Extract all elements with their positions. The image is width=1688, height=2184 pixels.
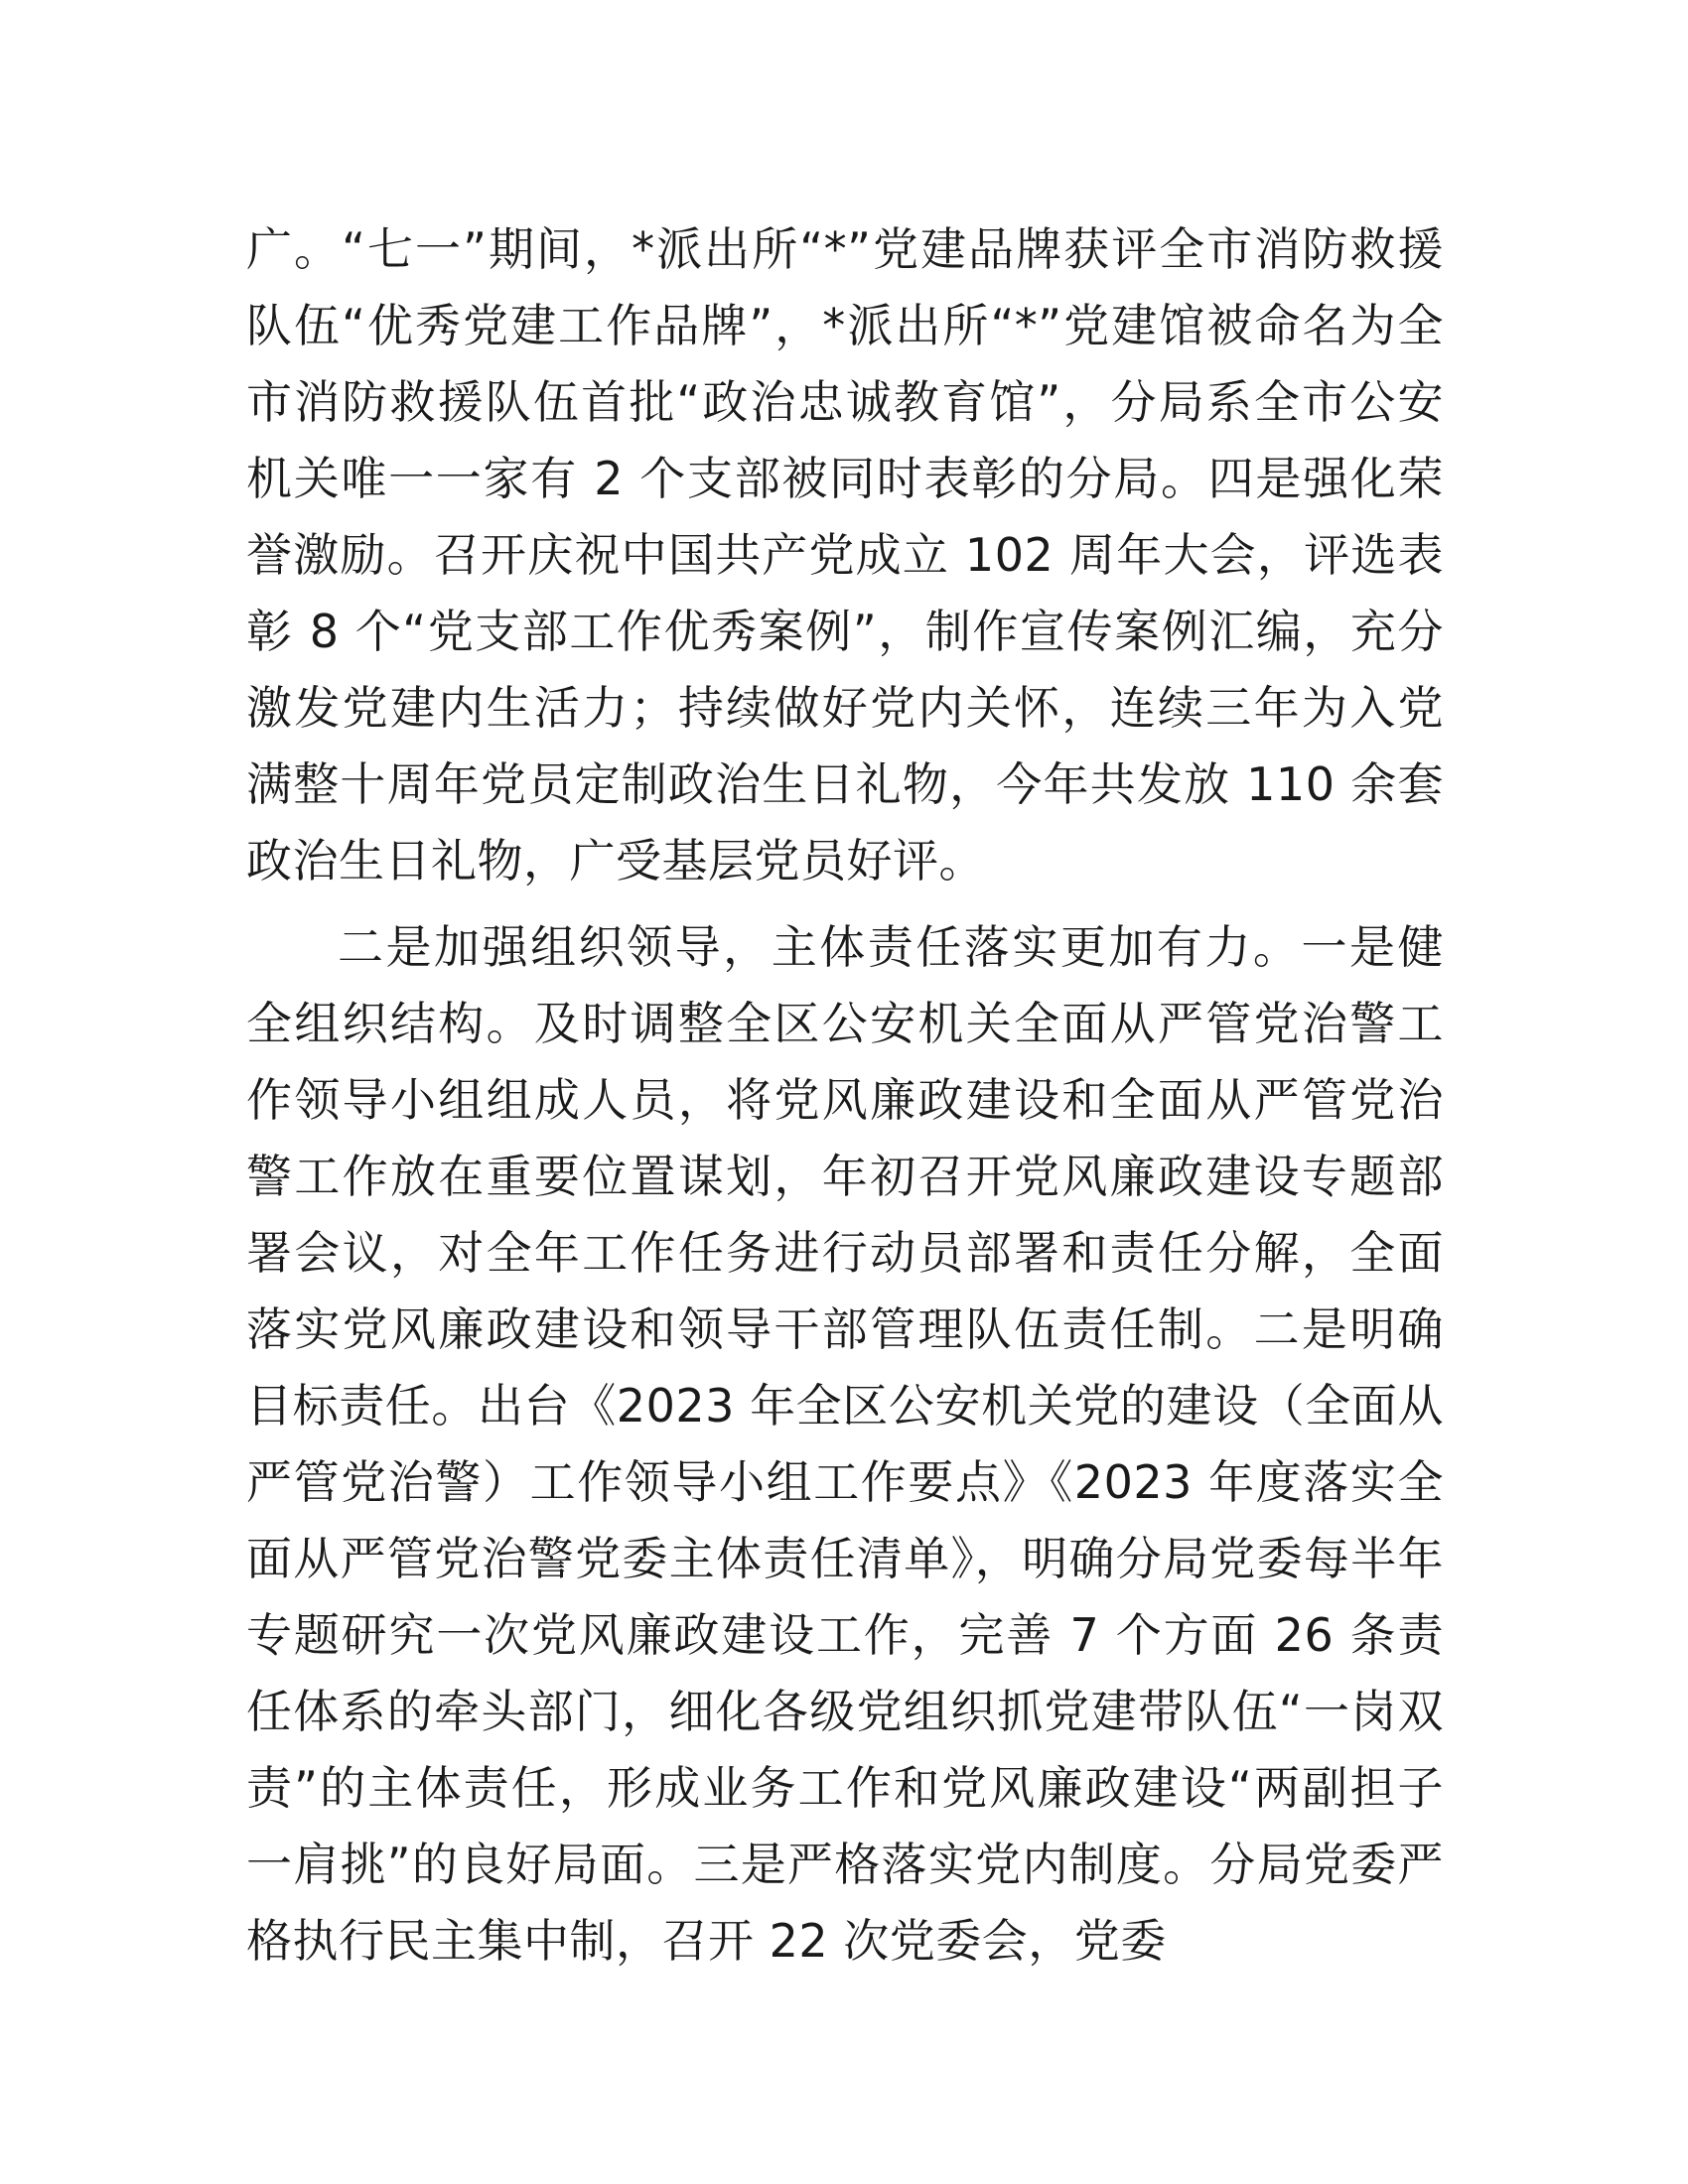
document-body [246, 211, 1444, 1979]
paragraph-continuation: 广。“七一”期间，*派出所“*”党建品牌获评全市消防救援队伍“优秀党建工作品牌”，*派出所“*”党建馆被命名为全市消防救援队伍首批“政治忠诚教育馆”，分局系全市公安机关唯一一家有 2 个支部被同时表彰的分局。四是强化荣誉激励。召开庆祝中国共产党成立 102 周年大会，评选表彰 8 个“党支部工作优秀案例”，制作宣传案例汇编，充分激发党建内生活力；持续做好党内关怀，连续三年为入党满整十周年党员定制政治生日礼物，今年共发放 110 余套政治生日礼物，广受基层党员好评。 [246, 222, 1444, 887]
paragraph-organizational-leadership: 二是加强组织领导，主体责任落实更加有力。一是健全组织结构。及时调整全区公安机关全面从严管党治警工作领导小组组成人员，将党风廉政建设和全面从严管党治警工作放在重要位置谋划，年初召开党风廉政建设专题部署会议，对全年工作任务进行动员部署和责任分解，全面落实党风廉政建设和领导干部管理队伍责任制。二是明确目标责任。出台《2023 年全区公安机关党的建设（全面从严管党治警）工作领导小组工作要点》《2023 年度落实全面从严管党治警党委主体责任清单》，明确分局党委每半年专题研究一次党风廉政建设工作，完善 7 个方面 26 条责任体系的牵头部门，细化各级党组织抓党建带队伍“一岗双责”的主体责任，形成业务工作和党风廉政建设“两副担子一肩挑”的良好局面。三是严格落实党内制度。分局党委严格执行民主集中制，召开 22 次党委会，党委 [246, 920, 1444, 1968]
